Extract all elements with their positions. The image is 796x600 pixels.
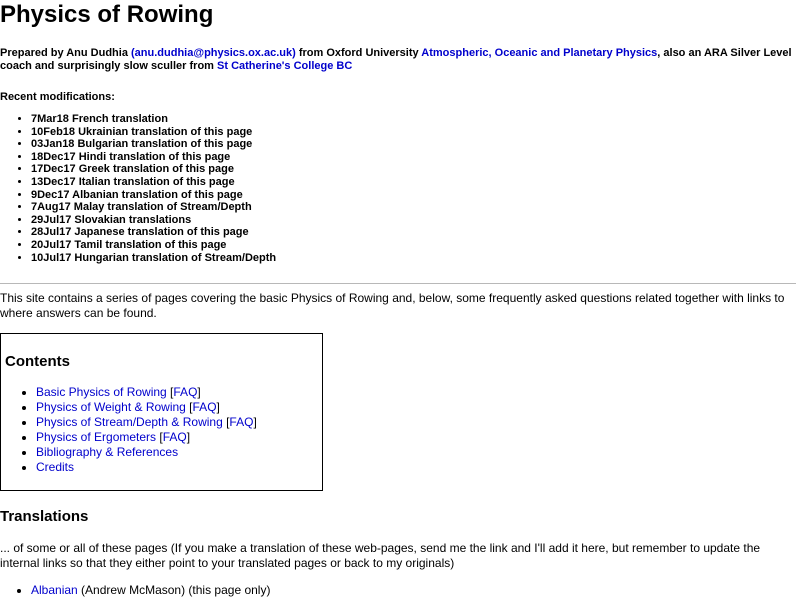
college-link[interactable]: St Catherine's College BC bbox=[217, 60, 353, 72]
contents-box bbox=[0, 333, 323, 491]
faq-link-weight[interactable]: FAQ bbox=[192, 400, 217, 414]
translation-note: (Andrew McMason) (this page only) bbox=[77, 583, 271, 597]
faq-link-basic-physics[interactable]: FAQ bbox=[173, 385, 198, 399]
list-item: • 10Jul17 Hungarian translation of Stream/Depth bbox=[31, 252, 276, 265]
byline bbox=[0, 47, 796, 73]
intro-paragraph: This site contains a series of pages covering the basic Physics of Rowing and, below, some frequently asked questions related together with links to where answers can be found. bbox=[0, 291, 785, 320]
list-item: • 18Dec17 Hindi translation of this page bbox=[31, 151, 276, 164]
byline-mid: from Oxford University bbox=[295, 47, 422, 59]
list-item: • 7Aug17 Malay translation of Stream/Depth bbox=[31, 201, 276, 214]
contents-link-basic-physics[interactable]: Basic Physics of Rowing bbox=[36, 385, 167, 399]
contents-link-credits[interactable]: Credits bbox=[36, 460, 75, 474]
translations-intro: ... of some or all of these pages (If you make a translation of these web-pages, send me the link and I'll add it here, but remember to update the internal links so that they either point to your translated pages or back to my originals) bbox=[0, 541, 761, 570]
list-item: • 28Jul17 Japanese translation of this page bbox=[31, 226, 276, 239]
translation-item bbox=[31, 583, 270, 598]
list-item: • 7Mar18 French translation bbox=[31, 113, 276, 126]
list-item: • 9Dec17 Albanian translation of this page bbox=[31, 189, 276, 202]
contents-link-weight[interactable]: Physics of Weight & Rowing bbox=[36, 400, 186, 414]
list-item: • 29Jul17 Slovakian translations bbox=[31, 214, 276, 227]
page-title: Physics of Rowing bbox=[0, 1, 214, 28]
list-item: • 20Jul17 Tamil translation of this page bbox=[31, 239, 276, 252]
recent-modifications-heading: Recent modifications: bbox=[0, 91, 115, 103]
recent-modifications-list bbox=[0, 113, 276, 264]
byline-mid2: , also an ARA Silver Level coach and surprisingly slow sculler from bbox=[0, 47, 792, 72]
contents-item: • Basic Physics of Rowing [FAQ] bbox=[36, 385, 257, 400]
author-email-link[interactable]: (anu.dudhia@physics.ox.ac.uk) bbox=[131, 47, 296, 59]
contents-link-bibliography[interactable]: Bibliography & References bbox=[36, 445, 179, 459]
contents-link-stream-depth[interactable]: Physics of Stream/Depth & Rowing bbox=[36, 415, 223, 429]
section-divider bbox=[0, 283, 796, 284]
byline-prefix: Prepared by Anu Dudhia bbox=[0, 47, 132, 59]
faq-link-ergometers[interactable]: FAQ bbox=[162, 430, 187, 444]
contents-item: • Physics of Ergometers [FAQ] bbox=[36, 430, 257, 445]
list-item: • 03Jan18 Bulgarian translation of this page bbox=[31, 138, 276, 151]
contents-item bbox=[36, 460, 257, 475]
contents-title: Contents bbox=[5, 353, 70, 370]
department-link[interactable]: Atmospheric, Oceanic and Planetary Physics bbox=[421, 47, 658, 59]
translations-list bbox=[0, 583, 270, 598]
list-item: • 10Feb18 Ukrainian translation of this page bbox=[31, 126, 276, 139]
list-item: • 17Dec17 Greek translation of this page bbox=[31, 163, 276, 176]
contents-item bbox=[36, 445, 257, 460]
contents-list bbox=[1, 385, 257, 475]
contents-link-ergometers[interactable]: Physics of Ergometers bbox=[36, 430, 157, 444]
translations-title: Translations bbox=[0, 508, 89, 525]
list-item: • 13Dec17 Italian translation of this page bbox=[31, 176, 276, 189]
contents-item: • Physics of Stream/Depth & Rowing [FAQ] bbox=[36, 415, 257, 430]
translation-link-albanian[interactable]: Albanian bbox=[31, 583, 78, 597]
faq-link-stream-depth[interactable]: FAQ bbox=[229, 415, 254, 429]
contents-item: • Physics of Weight & Rowing [FAQ] bbox=[36, 400, 257, 415]
